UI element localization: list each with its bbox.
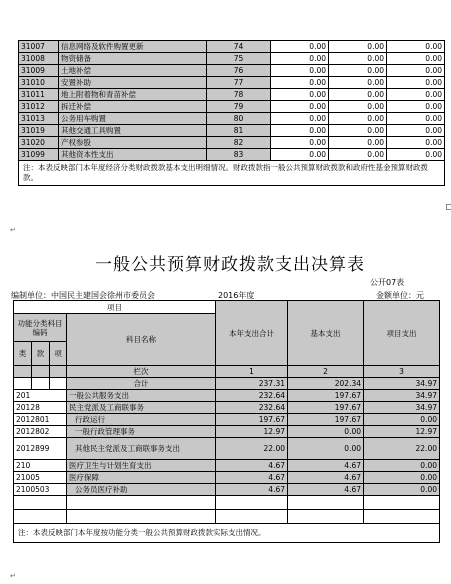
amount-basic: 197.67 (288, 390, 364, 402)
amount-project: 0.00 (364, 460, 440, 472)
table-row (14, 390, 440, 402)
function-code: 2012899 (14, 438, 67, 460)
total-label: 合计 (67, 378, 216, 390)
cell-a: 0.00 (271, 41, 329, 53)
header-project: 项目支出 (364, 301, 440, 366)
table-row (14, 426, 440, 438)
cell-c: 0.00 (387, 125, 445, 137)
table-row (19, 89, 445, 101)
cell-num: 76 (207, 65, 271, 77)
subject-name: 医疗保障 (67, 472, 216, 484)
cell-c: 0.00 (387, 65, 445, 77)
amount-project: 0.00 (364, 484, 440, 496)
cell-b: 0.00 (329, 65, 387, 77)
function-code: 21005 (14, 472, 67, 484)
header-lei: 类 (14, 342, 32, 366)
amount-basic: 197.67 (288, 402, 364, 414)
function-code: 210 (14, 460, 67, 472)
cell-a: 0.00 (271, 101, 329, 113)
column-index-1: 1 (216, 366, 288, 378)
table-number: 公开07表 (370, 278, 405, 287)
column-index-2: 2 (288, 366, 364, 378)
amount-total: 197.67 (216, 414, 288, 426)
cell-code: 31099 (19, 149, 59, 161)
cell-a: 0.00 (271, 77, 329, 89)
table-row (19, 41, 445, 53)
cell-b: 0.00 (329, 101, 387, 113)
cell-c: 0.00 (387, 41, 445, 53)
cell-b: 0.00 (329, 125, 387, 137)
cell-c: 0.00 (387, 113, 445, 125)
table-row (14, 460, 440, 472)
total-project: 34.97 (364, 378, 440, 390)
cell-c: 0.00 (387, 101, 445, 113)
amount-basic: 197.67 (288, 414, 364, 426)
cell-num: 79 (207, 101, 271, 113)
subject-name: 公务员医疗补助 (67, 484, 216, 496)
amount-basic: 0.00 (288, 426, 364, 438)
currency-unit: 金额单位：元 (376, 291, 424, 300)
cell-a: 0.00 (271, 89, 329, 101)
cell-num: 83 (207, 149, 271, 161)
cell-b: 0.00 (329, 41, 387, 53)
cell-name: 其他交通工具购置 (59, 125, 207, 137)
table-row (14, 484, 440, 496)
table-row (14, 472, 440, 484)
cell-a: 0.00 (271, 137, 329, 149)
cell-b: 0.00 (329, 53, 387, 65)
header-total: 本年支出合计 (216, 301, 288, 366)
cell-code: 31010 (19, 77, 59, 89)
amount-project: 34.97 (364, 390, 440, 402)
expenditure-table (13, 300, 440, 543)
cell-code: 31008 (19, 53, 59, 65)
compiling-unit: 编制单位：中国民主建国会徐州市委员会 (11, 291, 155, 300)
subject-name: 一般公共服务支出 (67, 390, 216, 402)
cell-a: 0.00 (271, 65, 329, 77)
main-table-note: 注：本表反映部门本年度按功能分类一般公共预算财政拨款实际支出情况。 (14, 524, 440, 543)
cell-code: 31020 (19, 137, 59, 149)
total-basic: 202.34 (288, 378, 364, 390)
cell-b: 0.00 (329, 113, 387, 125)
table-row (14, 402, 440, 414)
cell-a: 0.00 (271, 149, 329, 161)
amount-project: 0.00 (364, 414, 440, 426)
amount-project: 0.00 (364, 472, 440, 484)
cell-c: 0.00 (387, 137, 445, 149)
amount-total: 232.64 (216, 390, 288, 402)
cell-code: 31019 (19, 125, 59, 137)
cell-num: 77 (207, 77, 271, 89)
amount-basic: 4.67 (288, 460, 364, 472)
function-code: 20128 (14, 402, 67, 414)
economic-classification-table (18, 40, 445, 186)
table-row (19, 53, 445, 65)
cell-b: 0.00 (329, 149, 387, 161)
amount-project: 12.97 (364, 426, 440, 438)
amount-total: 232.64 (216, 402, 288, 414)
cell-code: 31011 (19, 89, 59, 101)
cell-name: 拆迁补偿 (59, 101, 207, 113)
table-row (14, 414, 440, 426)
page-title: 一般公共预算财政拨款支出决算表 (95, 255, 365, 275)
amount-total: 12.97 (216, 426, 288, 438)
cell-name: 土地补偿 (59, 65, 207, 77)
table-row (19, 77, 445, 89)
cell-name: 其他资本性支出 (59, 149, 207, 161)
table-row (14, 438, 440, 460)
cell-num: 82 (207, 137, 271, 149)
cell-code: 31009 (19, 65, 59, 77)
amount-basic: 4.67 (288, 472, 364, 484)
table-row (19, 125, 445, 137)
subject-name: 民主党派及工商联事务 (67, 402, 216, 414)
cell-code: 31007 (19, 41, 59, 53)
table-row (19, 137, 445, 149)
header-basic: 基本支出 (288, 301, 364, 366)
cell-code: 31013 (19, 113, 59, 125)
cell-c: 0.00 (387, 89, 445, 101)
paragraph-mark: ↵ (10, 226, 16, 234)
amount-basic: 4.67 (288, 484, 364, 496)
cell-num: 80 (207, 113, 271, 125)
cell-a: 0.00 (271, 125, 329, 137)
function-code: 2012801 (14, 414, 67, 426)
function-code: 2012802 (14, 426, 67, 438)
cell-name: 公务用车购置 (59, 113, 207, 125)
fiscal-year: 2016年度 (218, 291, 255, 300)
cell-name: 物资储备 (59, 53, 207, 65)
amount-total: 4.67 (216, 460, 288, 472)
amount-total: 4.67 (216, 472, 288, 484)
subject-name: 医疗卫生与计划生育支出 (67, 460, 216, 472)
amount-total: 4.67 (216, 484, 288, 496)
table-row (19, 65, 445, 77)
cell-b: 0.00 (329, 89, 387, 101)
table-row (19, 101, 445, 113)
table-row (19, 149, 445, 161)
header-xiang: 项 (50, 342, 67, 366)
header-subject: 科目名称 (67, 314, 216, 366)
paragraph-mark-bottom: ↵ (10, 572, 16, 580)
cell-b: 0.00 (329, 77, 387, 89)
cell-a: 0.00 (271, 113, 329, 125)
column-index-label: 栏次 (67, 366, 216, 378)
cell-a: 0.00 (271, 53, 329, 65)
subject-name: 行政运行 (67, 414, 216, 426)
top-table-note: 注：本表反映部门本年度经济分类财政拨款基本支出明细情况。财政拨款指一般公共预算财政拨款和政府性基金预算财政拨款。 (19, 161, 445, 186)
function-code: 2100503 (14, 484, 67, 496)
subject-name: 其他民主党派及工商联事务支出 (67, 438, 216, 460)
amount-basic: 0.00 (288, 438, 364, 460)
table-resize-handle[interactable] (446, 204, 451, 210)
cell-c: 0.00 (387, 53, 445, 65)
header-kuan: 款 (32, 342, 50, 366)
function-code: 201 (14, 390, 67, 402)
cell-name: 信息网络及软件购置更新 (59, 41, 207, 53)
cell-name: 产权参股 (59, 137, 207, 149)
cell-num: 78 (207, 89, 271, 101)
total-amount: 237.31 (216, 378, 288, 390)
cell-c: 0.00 (387, 149, 445, 161)
amount-project: 22.00 (364, 438, 440, 460)
cell-code: 31012 (19, 101, 59, 113)
cell-num: 75 (207, 53, 271, 65)
cell-num: 74 (207, 41, 271, 53)
header-func-code: 功能分类科目编码 (14, 314, 67, 342)
table-row (19, 113, 445, 125)
cell-b: 0.00 (329, 137, 387, 149)
cell-name: 安置补助 (59, 77, 207, 89)
cell-name: 地上附着物和青苗补偿 (59, 89, 207, 101)
header-item: 项目 (14, 301, 216, 314)
subject-name: 一般行政管理事务 (67, 426, 216, 438)
column-index-3: 3 (364, 366, 440, 378)
cell-c: 0.00 (387, 77, 445, 89)
amount-project: 34.97 (364, 402, 440, 414)
amount-total: 22.00 (216, 438, 288, 460)
cell-num: 81 (207, 125, 271, 137)
